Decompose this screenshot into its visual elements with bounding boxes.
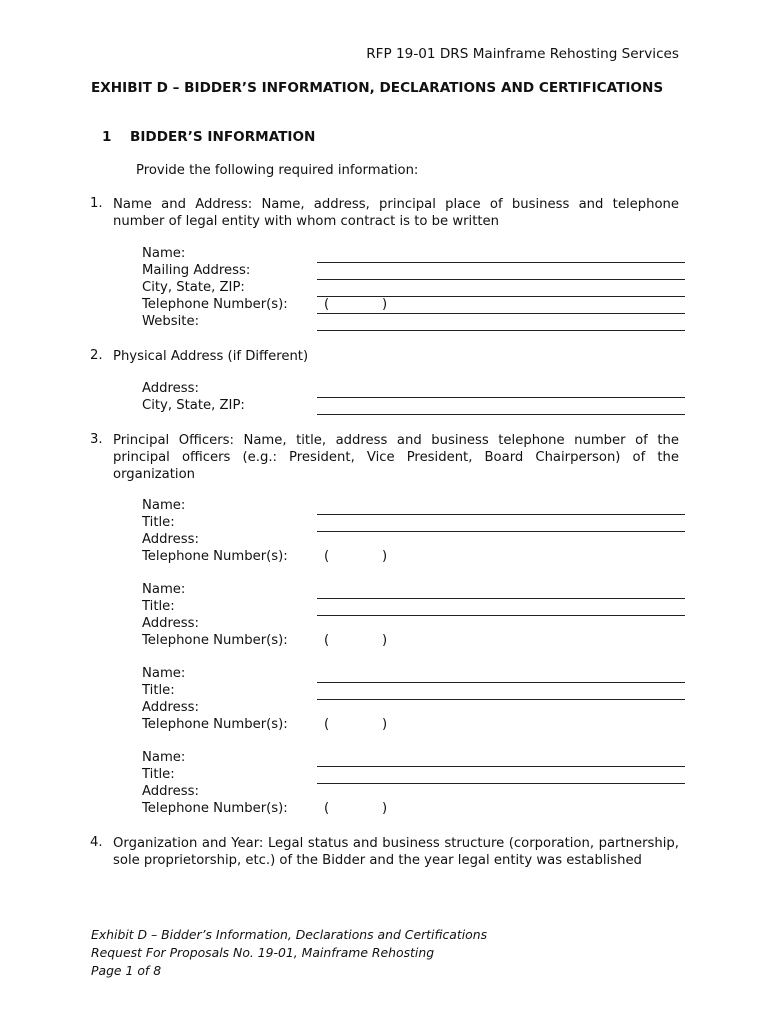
name-label: Name: xyxy=(142,246,186,261)
officer-title-label: Title: xyxy=(142,683,175,698)
phone-open-paren: ( xyxy=(324,549,330,564)
phone-open-paren: ( xyxy=(324,717,330,732)
officer-title-label: Title: xyxy=(142,767,175,782)
officer-title-field[interactable] xyxy=(317,783,685,784)
footer-page-number: Page 1 of 8 xyxy=(91,963,162,978)
phone-close-paren: ) xyxy=(382,717,388,732)
telephone-label: Telephone Number(s): xyxy=(142,297,288,312)
officer-address-label: Address: xyxy=(142,784,199,799)
mailing-address-label: Mailing Address: xyxy=(142,263,251,278)
officer-address-label: Address: xyxy=(142,700,199,715)
phone-close-paren: ) xyxy=(382,297,388,312)
officer-name-field[interactable] xyxy=(317,598,685,599)
phone-close-paren: ) xyxy=(382,801,388,816)
telephone-field[interactable] xyxy=(317,313,685,314)
item-text: Principal Officers: Name, title, address and business telephone number of the principal officers (e.g.: President, Vice President, Board Chairperson) of the organization xyxy=(113,433,679,482)
city-state-zip-label: City, State, ZIP: xyxy=(142,398,245,413)
exhibit-title: EXHIBIT D – BIDDER’S INFORMATION, DECLARATIONS AND CERTIFICATIONS xyxy=(91,80,664,96)
officer-title-field[interactable] xyxy=(317,531,685,532)
city-state-zip-field[interactable] xyxy=(317,296,685,297)
website-field[interactable] xyxy=(317,330,685,331)
mailing-address-field[interactable] xyxy=(317,279,685,280)
officer-address-label: Address: xyxy=(142,616,199,631)
footer-exhibit: Exhibit D – Bidder’s Information, Declarations and Certifications xyxy=(91,927,488,942)
item-number: 1. xyxy=(90,196,103,211)
phone-open-paren: ( xyxy=(324,801,330,816)
name-field[interactable] xyxy=(317,262,685,263)
officer-name-field[interactable] xyxy=(317,766,685,767)
website-label: Website: xyxy=(142,314,200,329)
footer-rfp: Request For Proposals No. 19-01, Mainframe Rehosting xyxy=(91,945,435,960)
phone-open-paren: ( xyxy=(324,297,330,312)
item-number: 3. xyxy=(90,432,103,447)
officer-name-label: Name: xyxy=(142,666,186,681)
officer-telephone-label: Telephone Number(s): xyxy=(142,717,288,732)
phone-close-paren: ) xyxy=(382,633,388,648)
item-number: 4. xyxy=(90,835,103,850)
officer-address-label: Address: xyxy=(142,532,199,547)
item-text: Physical Address (if Different) xyxy=(113,349,309,364)
address-field[interactable] xyxy=(317,397,685,398)
officer-name-label: Name: xyxy=(142,750,186,765)
officer-name-field[interactable] xyxy=(317,514,685,515)
section-number: 1 xyxy=(102,129,112,145)
phone-close-paren: ) xyxy=(382,549,388,564)
phone-open-paren: ( xyxy=(324,633,330,648)
section-intro: Provide the following required information: xyxy=(136,163,419,178)
officer-title-field[interactable] xyxy=(317,699,685,700)
officer-title-label: Title: xyxy=(142,599,175,614)
city-state-zip-label: City, State, ZIP: xyxy=(142,280,245,295)
address-label: Address: xyxy=(142,381,199,396)
officer-name-label: Name: xyxy=(142,582,186,597)
officer-title-field[interactable] xyxy=(317,615,685,616)
officer-telephone-label: Telephone Number(s): xyxy=(142,801,288,816)
officer-telephone-label: Telephone Number(s): xyxy=(142,633,288,648)
item-text: Name and Address: Name, address, principal place of business and telephone number of legal entity with whom contract is to be written xyxy=(113,197,679,229)
officer-name-label: Name: xyxy=(142,498,186,513)
officer-telephone-label: Telephone Number(s): xyxy=(142,549,288,564)
section-title: BIDDER’S INFORMATION xyxy=(130,129,316,145)
officer-title-label: Title: xyxy=(142,515,175,530)
officer-name-field[interactable] xyxy=(317,682,685,683)
city-state-zip-field[interactable] xyxy=(317,414,685,415)
item-number: 2. xyxy=(90,348,103,363)
item-text: Organization and Year: Legal status and business structure (corporation, partnership, sole proprietorship, etc.) of the Bidder and the year legal entity was established xyxy=(113,836,679,868)
rfp-header: RFP 19-01 DRS Mainframe Rehosting Services xyxy=(366,46,679,62)
